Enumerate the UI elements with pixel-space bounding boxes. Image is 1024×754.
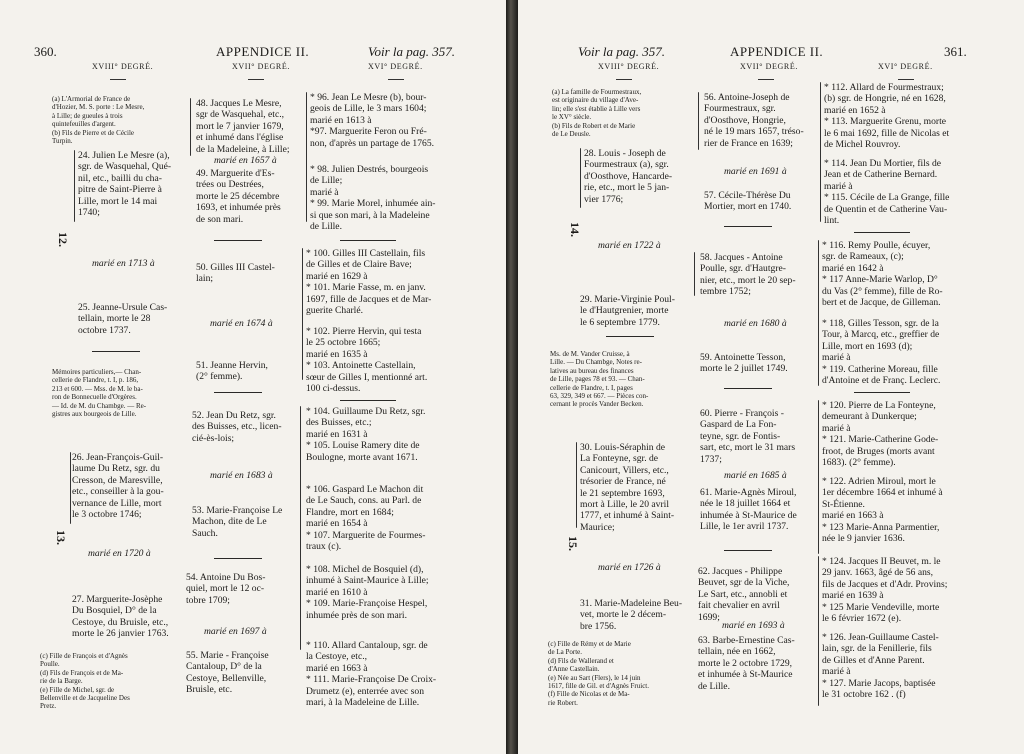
genealogy-entry: 55. Marie - Françoise Cantaloup, D° de la Cestoye, Bellenville, Bruisle, etc. [186, 650, 269, 696]
genealogy-entry: * 122. Adrien Miroul, mort le 1er décembre 1664 et inhumé à St-Étienne. marié en 1663 à * 123 Marie-Anna Parmentier, née le 9 janvier 1636. [822, 476, 943, 545]
genealogy-entry: 28. Louis - Joseph de Fourmestraux (a), sgr. d'Oosthove, Hancarde- rie, etc., mort le 5 jan- vier 1776; [584, 148, 673, 205]
genealogy-entry: * 96. Jean Le Mesre (b), bour- geois de Lille, le 3 mars 1604; marié en 1613 à *97. Marguerite Feron ou Fré- non, d'après un partage de 1765. [310, 92, 435, 149]
genealogy-entry: * 100. Gilles III Castellain, fils de Gilles et de Claire Bave; marié en 1629 à * 101. Marie Fasse, m. en janv. 1697, fille de Jacques et de Mar- guerite Charlé. [306, 248, 432, 317]
genealogy-entry: 30. Louis-Séraphin de La Fonteyne, sgr. de Canicourt, Villers, etc., trésorier de France, né le 21 septembre 1693, mort à Lille, le 20 avril 1777, et inhumé à Saint- Maurice; [580, 442, 675, 533]
marriage-note: marié en 1685 à [724, 470, 787, 481]
page-number: 360. [34, 44, 57, 59]
marriage-note: marié en 1680 à [724, 318, 787, 329]
generation-number: 14. [568, 222, 582, 237]
header-rule [248, 79, 264, 80]
genealogy-entry: * 112. Allard de Fourmestraux; (b) sgr. de Hongrie, né en 1628, marié en 1652 à * 113. Marguerite Grenu, morte le 6 mai 1692, fille de Nicolas et de Michel Rouvroy. [824, 82, 950, 151]
genealogy-entry: * 98. Julien Destrés, bourgeois de Lille; marié à * 99. Marie Morel, inhumée ain- si que son mari, à la Madeleine de Lille. [310, 164, 436, 233]
genealogy-entry: * 116. Remy Poulle, écuyer, sgr. de Rameaux, (c); marié en 1642 à * 117 Anne-Marie Warlop, D° du Vas (2° femme), fille de Ro- bert et de Jacque, de Gilleman. [822, 240, 943, 309]
header-rule [616, 79, 632, 80]
marriage-note: marié en 1691 à [724, 166, 787, 177]
genealogy-entry: 59. Antoinette Tesson, morte le 2 juillet 1749. [700, 352, 788, 375]
genealogy-entry: * 118, Gilles Tesson, sgr. de la Tour, à Marcq, etc., greffier de Lille, mort en 1693 (d); marié à * 119. Catherine Moreau, fille d'Antoine et de Franç. Leclerc. [822, 318, 941, 387]
generation-label: XVII° DEGRÉ. [232, 62, 290, 71]
divider [214, 240, 262, 241]
marriage-note: marié en 1683 à [210, 470, 273, 481]
genealogy-entry: * 126. Jean-Guillaume Castel- lain, sgr. de la Fenillerie, fils de Gilles et d'Anne Parent. marié à * 127. Marie Jacops, baptisée le 31 octobre 162 . (f) [822, 632, 939, 701]
genealogy-entry: * 114. Jean Du Mortier, fils de Jean et de Catherine Bernard. marié à * 115. Cécile de La Grange, fille de Quentin et de Catherine Vau- lint. [824, 158, 950, 227]
running-title: APPENDICE II. [216, 44, 310, 59]
marriage-note: marié en 1697 à [204, 626, 267, 637]
generation-label: XVIII° DEGRÉ. [92, 62, 154, 71]
brace [306, 92, 307, 222]
divider [724, 388, 772, 389]
genealogy-entry: 56. Antoine-Joseph de Fourmestraux, sgr. d'Oosthove, Hongrie, né le 19 mars 1657, tréso- rier de France en 1639; [704, 92, 804, 149]
genealogy-entry: * 110. Allard Cantaloup, sgr. de la Cestoye, etc., marié en 1663 à * 111. Marie-Françoise De Croix- Drumetz (e), enterrée avec son mari, à la Madeleine de Lille. [306, 640, 437, 709]
genealogy-entry: * 120. Pierre de La Fonteyne, demeurant à Dunkerque; marié à * 121. Marie-Catherine Gode- froot, de Bruges (morts avant 1683). (2° femme). [822, 400, 939, 469]
right-page [518, 0, 1024, 754]
divider [854, 392, 910, 393]
genealogy-entry: 25. Jeanne-Ursule Cas- tellain, morte le 28 octobre 1737. [78, 302, 168, 336]
marriage-note: marié en 1693 à [722, 620, 785, 631]
page-number: 361. [944, 44, 967, 59]
brace [70, 452, 71, 524]
running-title: APPENDICE II. [730, 44, 824, 59]
genealogy-entry: 26. Jean-François-Guil- laume Du Retz, sgr. du Cresson, de Maresville, etc., conseiller à la gou- vernance de Lille, mort le 3 octobre 1746; [72, 452, 164, 521]
header-rule [898, 79, 914, 80]
page-reference: Voir la pag. 357. [368, 44, 456, 59]
marriage-note: marié en 1674 à [210, 318, 273, 329]
brace [818, 240, 819, 386]
generation-number: 13. [54, 530, 68, 545]
genealogy-entry: * 106. Gaspard Le Machon dit de Le Sauch, cons. au Parl. de Flandre, mort en 1684; marié en 1654 à * 107. Marguerite de Fourmes- traux (c). [306, 484, 426, 553]
marriage-note: marié en 1657 à [214, 155, 277, 166]
marriage-note: marié en 1726 à [598, 562, 661, 573]
marriage-note: marié en 1713 à [92, 258, 155, 269]
brace [820, 82, 821, 222]
genealogy-entry: * 102. Pierre Hervin, qui testa le 25 octobre 1665; marié en 1635 à * 103. Antoinette Castellain, sœur de Gilles I, mentionné art. 100 ci-dessus. [306, 326, 428, 395]
divider [214, 558, 262, 559]
brace [580, 148, 581, 208]
genealogy-entry: 51. Jeanne Hervin, (2° femme). [196, 360, 268, 383]
footnote: (c) Fille de François et d'Agnès Poulle. (d) Fils de François et de Ma- rie de la Barge. (e) Fille de Michel, sgr. de Bellenville et de Jacqueline Des Pretz. [40, 652, 130, 711]
footnote: (c) Fille de Rémy et de Marie de La Porte. (d) Fils de Wallerand et d'Anne Castellain. (e) Née au Sart (Flers), le 14 juin 1617, fille de Gil. et d'Agnès Fruict. (f) Fille de Nicolas et de Ma- rie Robert. [548, 640, 649, 707]
genealogy-entry: 24. Julien Le Mesre (a), sgr. de Wasquehal, Qué- nil, etc., bailli du cha- pitre de Saint-Pierre à Lille, mort le 14 mai 1740; [78, 150, 172, 219]
divider [854, 232, 910, 233]
generation-label: XVIII° DEGRÉ. [598, 62, 660, 71]
divider [340, 400, 396, 401]
genealogy-entry: 62. Jacques - Philippe Beuvet, sgr de la Viche, Le Sart, etc., annobli et fait chevalier en avril 1699; [698, 566, 790, 623]
genealogy-entry: * 104. Guillaume Du Retz, sgr. des Buisses, etc.; marié en 1631 à * 105. Louise Ramery dite de Boulogne, morte avant 1671. [306, 406, 426, 463]
genealogy-entry: 53. Marie-Françoise Le Machon, dite de Le Sauch. [192, 505, 283, 539]
header-rule [758, 79, 774, 80]
sources-note: Mémoires particuliers,— Chan- cellerie de Flandre, t. I, p. 186, 213 et 600. — Mss. de M. le ba- ron de Bonnecuelle d'Orgères. — Id. de M. du Chambge. — Re- gistres aux bourgeois de Lille. [52, 368, 147, 419]
brace [698, 92, 699, 150]
brace [74, 150, 75, 222]
page-reference: Voir la pag. 357. [578, 44, 666, 59]
genealogy-entry: 27. Marguerite-Josèphe Du Bosquiel, D° de la Cestoye, du Bruisle, etc., morte le 26 janvier 1763. [72, 594, 169, 640]
generation-number: 12. [56, 232, 70, 247]
brace [818, 400, 819, 554]
divider [724, 550, 772, 551]
genealogy-entry: 58. Jacques - Antoine Poulle, sgr. d'Hautgre- nier, etc., mort le 20 sep- tembre 1752; [700, 252, 796, 298]
brace [302, 248, 303, 380]
genealogy-entry: 50. Gilles III Castel- lain; [196, 262, 275, 285]
generation-label: XVII° DEGRÉ. [740, 62, 798, 71]
header-rule [110, 79, 126, 80]
genealogy-entry: * 124. Jacques II Beuvet, m. le 29 janv. 1663, âgé de 56 ans, fils de Jacques et d'Adr. Provins; marié en 1639 à * 125 Marie Vendeville, morte le 6 février 1672 (e). [822, 556, 948, 625]
divider [92, 351, 140, 352]
genealogy-entry: 63. Barbe-Ernestine Cas- tellain, née en 1662, morte le 2 octobre 1729, et inhumée à St-Maurice de Lille. [698, 635, 795, 692]
genealogy-entry: 54. Antoine Du Bos- quiel, mort le 12 oc- tobre 1709; [186, 572, 266, 606]
header-rule [388, 79, 404, 80]
sources-note: Ms. de M. Vander Cruisse, à Lille. — Du Chambge, Notes re- latives au bureau des finances de Lille, pages 78 et 93. — Chan- cellerie de Flandre, t. I, pages 63, 329, 349 et 667. — Pièces con- cernant le procès Vander Becken. [550, 350, 649, 409]
genealogy-entry: 52. Jean Du Retz, sgr. des Buisses, etc., licen- cié-ès-lois; [192, 410, 282, 444]
divider [340, 240, 396, 241]
generation-number: 15. [566, 536, 580, 551]
footnote: (a) La famille de Fourmestraux, est originaire du village d'Ave- lin; elle s'est établie à Lille vers le XV° siècle. (b) Fils de Robert et de Marie de Le Deusle. [552, 88, 642, 139]
genealogy-entry: 57. Cécile-Thérèse Du Mortier, mort en 1740. [704, 190, 792, 213]
left-page [0, 0, 506, 754]
brace [300, 406, 301, 650]
divider [724, 226, 772, 227]
marriage-note: marié en 1720 à [88, 548, 151, 559]
genealogy-entry: 31. Marie-Madeleine Beu- vet, morte le 2 décem- bre 1756. [580, 598, 683, 632]
book-gutter [506, 0, 518, 754]
generation-label: XVI° DEGRÉ. [878, 62, 933, 71]
divider [214, 392, 262, 393]
brace [818, 556, 819, 706]
genealogy-entry: 29. Marie-Virginie Poul- le d'Hautgrenier, morte le 6 septembre 1779. [580, 294, 675, 328]
footnote: (a) L'Armorial de France de d'Hozier, M. S. porte : Le Mesre, à Lille; de gueules à trois quintefeuilles d'argent. (b) Fils de Pierre et de Cécile Turpin. [52, 95, 145, 146]
marriage-note: marié en 1722 à [598, 240, 661, 251]
genealogy-entry: * 108. Michel de Bosquiel (d), inhumé à Saint-Maurice à Lille; marié en 1610 à * 109. Marie-Françoise Hespel, inhumée près de son mari. [306, 564, 429, 621]
genealogy-entry: 48. Jacques Le Mesre, sgr de Wasquehal, etc., mort le 7 janvier 1679, et inhumé dans l'église de la Madeleine, à Lille; [196, 98, 290, 155]
brace [694, 252, 695, 296]
genealogy-entry: 61. Marie-Agnès Miroul, née le 18 juillet 1664 et inhumée à St-Maurice de Lille, le 1er avril 1737. [700, 487, 797, 533]
genealogy-entry: 49. Marguerite d'Es- trées ou Destrées, morte le 25 décembre 1693, et inhumée près de son mari. [196, 168, 281, 225]
brace [576, 442, 577, 528]
generation-label: XVI° DEGRÉ. [368, 62, 423, 71]
brace [190, 98, 191, 156]
genealogy-entry: 60. Pierre - François - Gaspard de La Fon- teyne, sgr. de Fontis- sart, etc, mort le 31 mars 1737; [700, 408, 796, 465]
divider [606, 336, 654, 337]
